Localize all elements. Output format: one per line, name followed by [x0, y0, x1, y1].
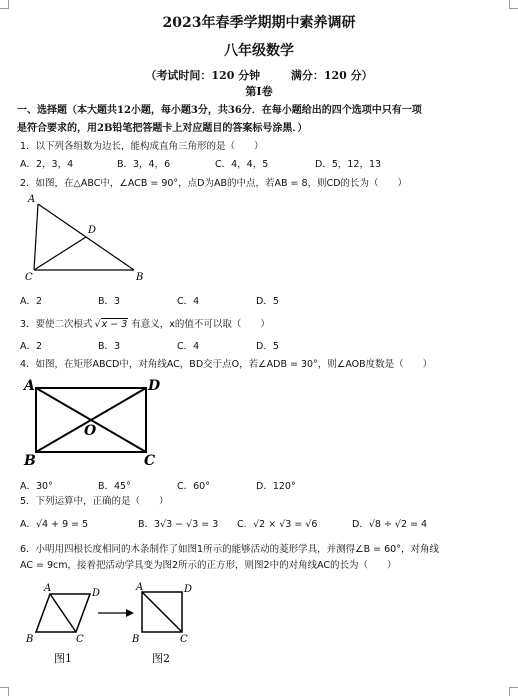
label-d: D [148, 378, 161, 394]
fig2-label-a: A [136, 582, 144, 593]
q3-option-a: A．2 [20, 341, 43, 352]
question-6-stem-line1: 6．小明用四根长度相同的木条制作了如图1所示的能够活动的菱形学具，并测得∠B = 60°，对角线 [20, 544, 439, 555]
q3-radicand: x − 3 [101, 319, 128, 330]
label-o: O [84, 423, 97, 439]
label-a: A [24, 378, 35, 394]
label-c: C [144, 453, 156, 466]
q3-option-c: C．4 [177, 341, 200, 352]
question-3-stem [20, 316, 270, 330]
question-6-stem-line2: AC = 9cm，接着把活动学具变为图2所示的正方形，则图2中的对角线AC的长为（ ） [20, 560, 397, 571]
q1-option-d: D．5，12，13 [315, 159, 382, 170]
q5-option-d: D．√8 ÷ √2 = 4 [352, 519, 428, 530]
label-b: B [136, 272, 144, 283]
q4-option-a: A．30° [20, 481, 53, 492]
q5-option-a: A．√4 + 9 = 5 [20, 519, 89, 530]
fig1-caption: 图1 [54, 652, 72, 665]
fig2-label-c: C [180, 634, 188, 645]
rectangle-figure [20, 374, 170, 466]
label-b: B [24, 453, 36, 466]
fig1-label-b: B [26, 634, 34, 645]
subject-title: 八年级数学 [224, 43, 294, 59]
fig1-label-d: D [92, 588, 101, 599]
q5-option-c: C．√2 × √3 = √6 [237, 519, 318, 530]
q4-option-b: B．45° [98, 481, 131, 492]
volume-label: 第Ⅰ卷 [245, 85, 273, 98]
label-c: C [25, 272, 33, 283]
crop-mark-bottom-right [509, 687, 518, 696]
fig2-label-b: B [132, 634, 140, 645]
label-d: D [88, 225, 97, 236]
question-1-stem: 1．以下列各组数为边长，能构成直角三角形的是（ ） [20, 141, 264, 152]
question-2-stem: 2．如图，在△ABC中，∠ACB = 90°，点D为AB的中点，若AB = 8，则CD的长为（ ） [20, 178, 408, 189]
q4-option-d: D．120° [256, 481, 296, 492]
fig2-caption: 图2 [152, 652, 170, 665]
section-instructions-line1: 一、选择题（本大题共12小题，每小题3分，共36分．在每小题给出的四个选项中只有一项 [17, 105, 422, 116]
rhombus-square-figures [24, 580, 204, 668]
radical-sign: √ [94, 319, 101, 330]
crop-mark-top-left [0, 0, 9, 9]
fig2-label-d: D [184, 584, 193, 595]
q1-option-a: A．2，3，4 [20, 159, 74, 170]
exam-title: 2023年春季学期期中素养调研 [162, 15, 356, 31]
q3-stem-suffix: 有意义，x的值不可以取（ ） [131, 319, 270, 330]
question-4-stem: 4．如图，在矩形ABCD中，对角线AC，BD交于点O，若∠ADB = 30°，则∠AOB度数是（ ） [20, 359, 433, 370]
q2-option-b: B．3 [98, 296, 121, 307]
exam-info: （考试时间：120 分钟 满分：120 分） [145, 69, 373, 82]
crop-mark-top-right [509, 0, 518, 9]
q3-option-d: D．5 [256, 341, 279, 352]
q2-option-d: D．5 [256, 296, 279, 307]
q2-option-c: C．4 [177, 296, 200, 307]
fig1-label-a: A [44, 583, 52, 594]
q4-option-c: C．60° [177, 481, 210, 492]
triangle-figure [22, 192, 152, 284]
q2-option-a: A．2 [20, 296, 43, 307]
q1-option-c: C．4，4，5 [215, 159, 269, 170]
q3-option-b: B．3 [98, 341, 121, 352]
fig1-label-c: C [76, 634, 84, 645]
label-a: A [28, 194, 36, 205]
q5-option-b: B．3√3 − √3 = 3 [138, 519, 219, 530]
crop-mark-bottom-left [0, 687, 9, 696]
question-5-stem: 5．下列运算中，正确的是（ ） [20, 496, 169, 507]
q1-option-b: B．3，4，6 [117, 159, 171, 170]
section-instructions-line2: 是符合要求的，用2B铅笔把答题卡上对应题目的答案标号涂黑．） [17, 123, 308, 134]
q3-stem-prefix: 3．要使二次根式 [20, 319, 93, 330]
